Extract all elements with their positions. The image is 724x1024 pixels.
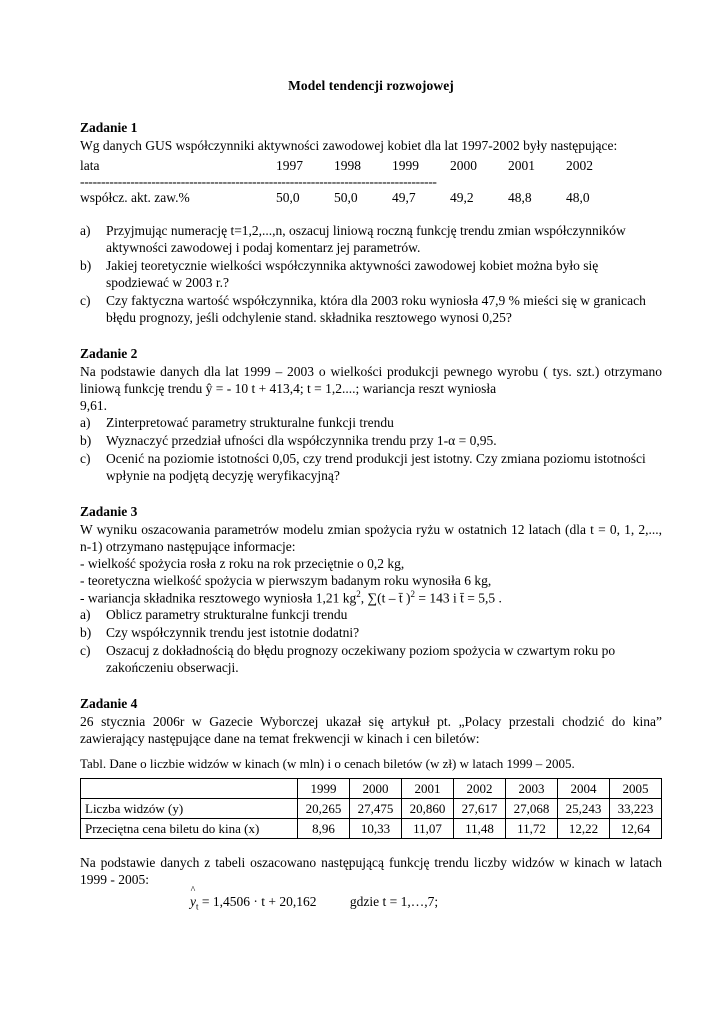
list-marker: b): [80, 257, 92, 273]
table-cell: 27,475: [350, 799, 402, 819]
task-1-value-cell: 50,0: [334, 190, 358, 206]
task-1-list: [80, 222, 662, 326]
task-1-section: [80, 120, 662, 326]
table-cell: 8,96: [298, 819, 350, 839]
task-3-bullet: - teoretyczna wielkość spożycia w pierwszym badanym roku wynosiła 6 kg,: [80, 572, 492, 588]
task-1-years-row: [80, 157, 662, 175]
task-1-value-cell: 50,0: [276, 190, 300, 206]
task-1-value-cell: 48,8: [508, 190, 532, 206]
task-1-values-row: [80, 189, 662, 207]
table-header-row: [81, 779, 662, 799]
task-1-values-label: współcz. akt. zaw.%: [80, 190, 190, 206]
task-2-section: [80, 346, 662, 484]
table-column-header: 2005: [610, 779, 662, 799]
table-cell: 10,33: [350, 819, 402, 839]
table-cell: 12,22: [558, 819, 610, 839]
table-cell: 12,64: [610, 819, 662, 839]
list-item: [80, 257, 662, 291]
table-cell: 27,068: [506, 799, 558, 819]
variance-sum-exponent: 2: [410, 588, 416, 599]
task-1-year-cell: 2002: [566, 158, 593, 173]
table-column-header: 2000: [350, 779, 402, 799]
list-marker: c): [80, 643, 91, 659]
table-cell: 11,07: [402, 819, 454, 839]
task-3-variance-line: [80, 589, 662, 607]
table-column-header: 2003: [506, 779, 558, 799]
list-text: Czy współczynnik trendu jest istotnie dodatni?: [106, 625, 360, 641]
variance-prefix: - wariancja składnika resztowego wyniosła 1,21 kg: [80, 590, 357, 606]
task-1-intro: Wg danych GUS współczynniki aktywności zawodowej kobiet dla lat 1997-2002 były następujące:: [80, 138, 618, 153]
task-1-data-table: [80, 157, 662, 207]
list-item: [80, 606, 662, 623]
list-marker: b): [80, 625, 92, 641]
table-column-header: 2002: [454, 779, 506, 799]
task-2-list: [80, 414, 662, 484]
table-cell: 20,860: [402, 799, 454, 819]
variance-exponent: 2: [356, 588, 361, 599]
table-row-label: Liczba widzów (y): [81, 799, 298, 819]
task-4-section: [80, 696, 662, 912]
list-marker: b): [80, 432, 92, 448]
task-1-rule: -------------------------------------------------------------------------------------: [80, 174, 437, 189]
table-cell: 20,265: [298, 799, 350, 819]
task-3-heading: Zadanie 3: [80, 503, 138, 519]
task-2-heading: Zadanie 2: [80, 345, 138, 361]
trend-formula: [190, 885, 662, 913]
task-1-year-cell: 2001: [508, 158, 535, 173]
list-text: Wyznaczyć przedział ufności dla współczynnika trendu przy 1-α = 0,95.: [106, 432, 497, 448]
list-text: Zinterpretować parametry strukturalne funkcji trendu: [106, 414, 394, 430]
list-item: [80, 450, 662, 484]
formula-subscript: t: [196, 902, 199, 913]
task-1-value-cell: 48,0: [566, 190, 590, 206]
list-item: [80, 624, 662, 641]
variance-suffix: = 143 i t̄ = 5,5 .: [415, 590, 502, 606]
formula-variable: ^ y: [190, 885, 196, 910]
task-1-year-cell: 1997: [276, 158, 303, 173]
formula-where: gdzie t = 1,…,7;: [349, 894, 439, 910]
task-1-year-cell: 1999: [392, 158, 419, 173]
table-cell: 11,48: [454, 819, 506, 839]
table-cell: 25,243: [558, 799, 610, 819]
formula-body: = 1,4506 · t + 20,162: [201, 894, 317, 910]
list-item: [80, 222, 662, 256]
table-row: [81, 819, 662, 839]
table-column-header: 2001: [402, 779, 454, 799]
task-1-years-label: lata: [80, 158, 100, 173]
list-text: Ocenić na poziomie istotności 0,05, czy trend produkcji jest istotny. Czy zmiana poziomu istotności wpłynie na podjętą decyzję weryfikacyjną?: [106, 450, 646, 483]
list-marker: a): [80, 222, 91, 238]
task-3-list: [80, 606, 662, 676]
table-row-label: Przeciętna cena biletu do kina (x): [81, 819, 298, 839]
table-cell: 27,617: [454, 799, 506, 819]
task-1-heading: Zadanie 1: [80, 120, 138, 135]
list-text: Czy faktyczna wartość współczynnika, która dla 2003 roku wyniosła 47,9 % mieści się w granicach błędu prognozy, jeśli odchylenie stand. składnika resztowego wynosi 0,25?: [106, 292, 646, 325]
list-item: [80, 432, 662, 449]
table-column-header: 2004: [558, 779, 610, 799]
task-3-intro: W wyniku oszacowania parametrów modelu zmian spożycia ryżu w ostatnich 12 latach (dla t = 0, 1, 2,..., n-1) otrzymano następujące informacje:: [80, 521, 662, 554]
task-4-table-caption: Tabl. Dane o liczbie widzów w kinach (w mln) i o cenach biletów (w zł) w latach 1999 – 2005.: [80, 756, 575, 772]
list-marker: c): [80, 450, 91, 466]
table-cell: 33,223: [610, 799, 662, 819]
task-3-bullet: - wielkość spożycia rosła z roku na rok przeciętnie o 0,2 kg,: [80, 555, 405, 571]
list-item: [80, 292, 662, 326]
list-text: Oszacuj z dokładnością do błędu prognozy oczekiwany poziom spożycia w czwartym roku po zakończeniu obserwacji.: [106, 643, 616, 676]
task-3-section: [80, 504, 662, 677]
cinema-data-table: [80, 778, 662, 839]
table-corner-cell: [81, 779, 298, 799]
task-1-value-cell: 49,7: [392, 190, 416, 206]
list-item: [80, 642, 662, 676]
task-1-year-cell: 1998: [334, 158, 361, 173]
list-marker: c): [80, 292, 91, 308]
task-1-year-cell: 2000: [450, 158, 477, 173]
task-4-intro: 26 stycznia 2006r w Gazecie Wyborczej ukazał się artykuł pt. „Polacy przestali chodzić do kina” zawierający następujące dane na temat frekwencji w kinach i cen biletów:: [80, 714, 662, 747]
list-marker: a): [80, 414, 91, 430]
task-2-intro-cont: 9,61.: [80, 397, 107, 413]
task-4-heading: Zadanie 4: [80, 696, 138, 712]
variance-sum: , ∑(t – t̄ ): [360, 590, 411, 606]
page-title: Model tendencji rozwojowej: [288, 78, 454, 93]
list-item: [80, 414, 662, 431]
task-1-value-cell: 49,2: [450, 190, 474, 206]
table-cell: 11,72: [506, 819, 558, 839]
hat-accent-icon: ^: [190, 885, 196, 897]
task-2-intro: Na podstawie danych dla lat 1999 – 2003 o wielkości produkcji pewnego wyrobu ( tys. szt.) otrzymano liniową funkcję trendu ŷ = - 10 t + 413,4; t = 1,2....; wariancja reszt wyniosła: [80, 363, 662, 396]
table-row: [81, 799, 662, 819]
list-text: Oblicz parametry strukturalne funkcji trendu: [106, 607, 348, 623]
list-text: Jakiej teoretycznie wielkości współczynnika aktywności zawodowej kobiet można było się spodziewać w 2003 r.?: [106, 257, 599, 290]
list-marker: a): [80, 607, 91, 623]
list-text: Przyjmując numerację t=1,2,...,n, oszacuj liniową roczną funkcję trendu zmian współczynników aktywności zawodowej i podaj komentarz jej parametrów.: [106, 222, 626, 255]
task-4-closing: Na podstawie danych z tabeli oszacowano następującą funkcję trendu liczby widzów w kinach w latach 1999 - 2005:: [80, 855, 662, 888]
table-column-header: 1999: [298, 779, 350, 799]
